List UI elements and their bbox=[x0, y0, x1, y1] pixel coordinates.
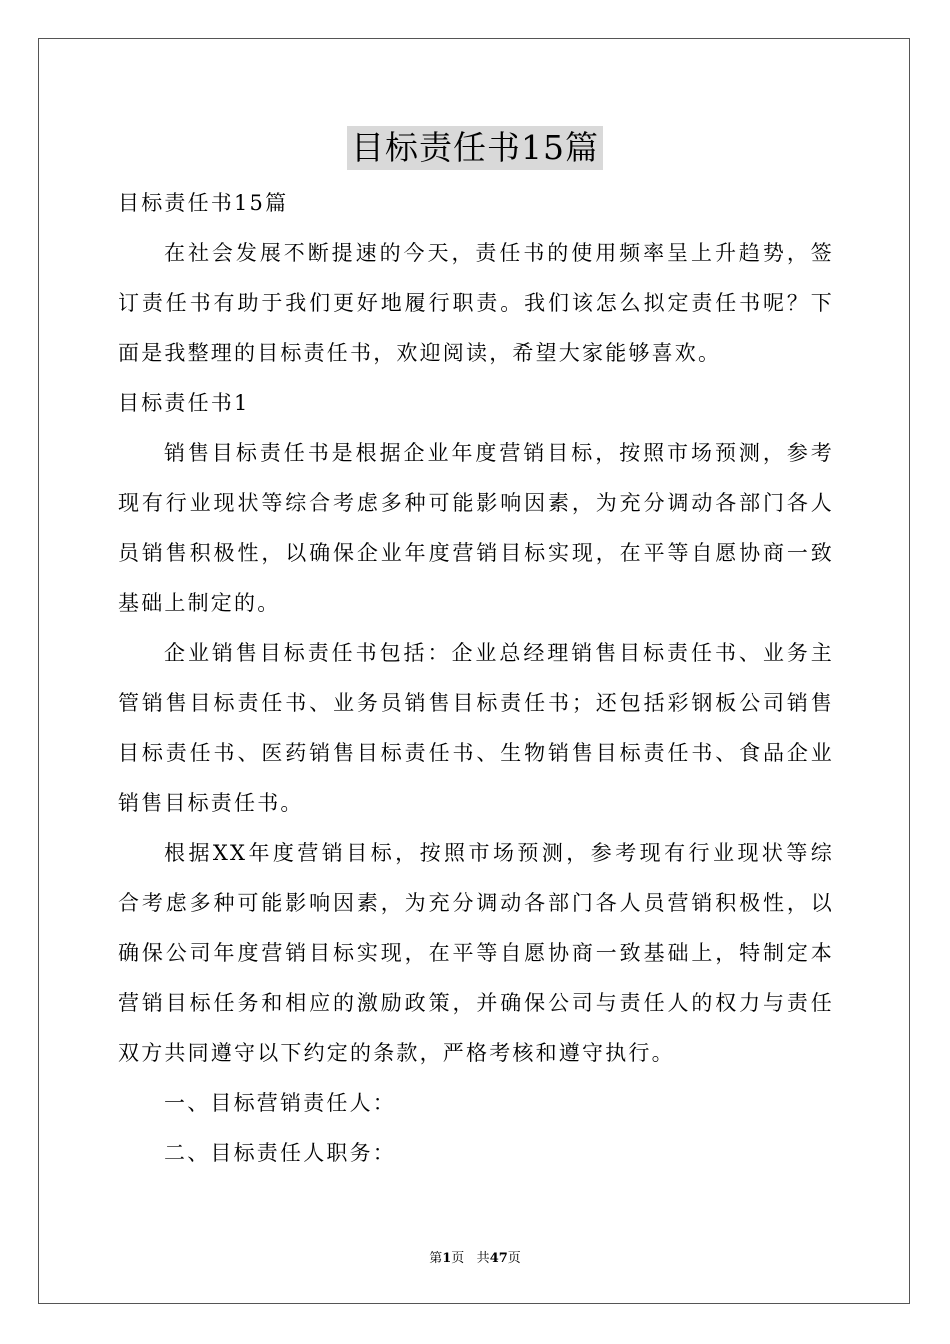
subtitle-line: 目标责任书15篇 bbox=[118, 191, 289, 215]
paragraph-line: 管销售目标责任书、业务员销售目标责任书；还包括彩钢板公司销售 bbox=[118, 691, 834, 715]
paragraph-line: 双方共同遵守以下约定的条款，严格考核和遵守执行。 bbox=[118, 1041, 675, 1065]
paragraph-line: 销售目标责任书是根据企业年度营销目标，按照市场预测，参考 bbox=[164, 441, 834, 465]
paragraph-line: 在社会发展不断提速的今天，责任书的使用频率呈上升趋势，签 bbox=[164, 241, 834, 265]
paragraph-line: 企业销售目标责任书包括：企业总经理销售目标责任书、业务主 bbox=[164, 641, 834, 665]
document-title: 目标责任书15篇 bbox=[347, 126, 603, 170]
paragraph-line: 合考虑多种可能影响因素，为充分调动各部门各人员营销积极性，以 bbox=[118, 891, 834, 915]
title-block bbox=[0, 126, 950, 170]
paragraph-line: 一、目标营销责任人： bbox=[164, 1091, 396, 1115]
total-suffix: 页 bbox=[507, 1251, 521, 1266]
paragraph-line: 目标责任书、医药销售目标责任书、生物销售目标责任书、食品企业 bbox=[118, 741, 834, 765]
paragraph-line: 面是我整理的目标责任书，欢迎阅读，希望大家能够喜欢。 bbox=[118, 341, 722, 365]
page-prefix: 第 bbox=[429, 1251, 443, 1266]
total-prefix: 共 bbox=[476, 1251, 490, 1266]
paragraph-line: 营销目标任务和相应的激励政策，并确保公司与责任人的权力与责任 bbox=[118, 991, 834, 1015]
paragraph-line: 确保公司年度营销目标实现，在平等自愿协商一致基础上，特制定本 bbox=[118, 941, 834, 965]
page-suffix: 页 bbox=[451, 1251, 465, 1266]
paragraph-line: 员销售积极性，以确保企业年度营销目标实现，在平等自愿协商一致 bbox=[118, 541, 834, 565]
document-body bbox=[118, 178, 834, 1178]
paragraph-line: 销售目标责任书。 bbox=[118, 791, 304, 815]
paragraph-line: 现有行业现状等综合考虑多种可能影响因素，为充分调动各部门各人 bbox=[118, 491, 834, 515]
total-pages: 47 bbox=[489, 1251, 508, 1266]
paragraph-line: 二、目标责任人职务： bbox=[164, 1141, 396, 1165]
paragraph-line: 订责任书有助于我们更好地履行职责。我们该怎么拟定责任书呢？下 bbox=[118, 291, 834, 315]
page-number: 1 bbox=[442, 1251, 452, 1266]
page-footer bbox=[0, 1247, 950, 1266]
paragraph-line: 基础上制定的。 bbox=[118, 591, 281, 615]
section-heading: 目标责任书1 bbox=[118, 391, 250, 415]
paragraph-line: 根据XX年度营销目标，按照市场预测，参考现有行业现状等综 bbox=[164, 841, 834, 865]
